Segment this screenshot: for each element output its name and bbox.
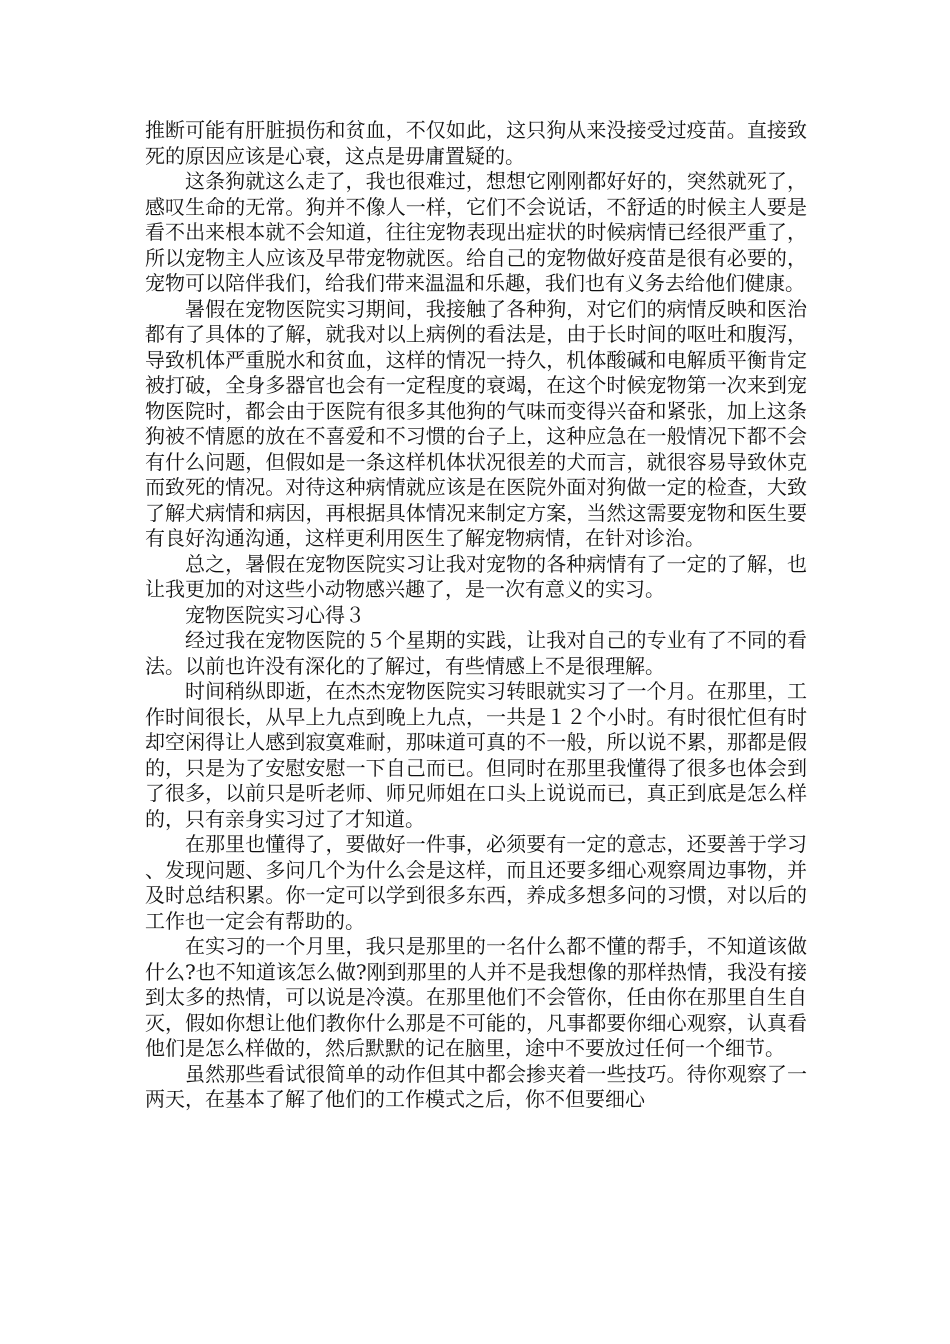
paragraph: 这条狗就这么走了，我也很难过，想想它刚刚都好好的，突然就死了，感叹生命的无常。狗并不像人一样，它们不会说话，不舒适的时候主人要是看不出来根本就不会知道，往往宠物表现出症状的时候病情已经很严重了，所以宠物主人应该及早带宠物就医。给自己的宠物做好疫苗是很有必要的，宠物可以陪伴我们，给我们带来温温和乐趣，我们也有义务去给他们健康。 — [145, 169, 807, 295]
section-heading: 宠物医院实习心得３ — [185, 602, 365, 627]
paragraph: 在实习的一个月里，我只是那里的一名什么都不懂的帮手，不知道该做什么?也不知道该怎么做?刚到那里的人并不是我想像的那样热情，我没有接到太多的热情，可以说是冷漠。在那里他们不会管你，任由你在那里自生自灭，假如你想让他们教你什么那是不可能的，凡事都要你细心观察，认真看他们是怎么样做的，然后默默的记在脑里，途中不要放过任何一个细节。 — [145, 934, 807, 1060]
paragraph: 在那里也懂得了，要做好一件事，必须要有一定的意志，还要善于学习、发现问题、多问几个为什么会是这样，而且还要多细心观察周边事物，并及时总结积累。你一定可以学到很多东西，养成多想多问的习惯，对以后的工作也一定会有帮助的。 — [145, 832, 807, 933]
paragraph: 总之，暑假在宠物医院实习让我对宠物的各种病情有了一定的了解，也让我更加的对这些小动物感兴趣了，是一次有意义的实习。 — [145, 551, 807, 601]
paragraph: 经过我在宠物医院的５个星期的实践，让我对自己的专业有了不同的看法。以前也许没有深化的了解过，有些情感上不是很理解。 — [145, 628, 807, 678]
paragraph: 虽然那些看试很简单的动作但其中都会掺夹着一些技巧。待你观察了一两天，在基本了解了他们的工作模式之后，你不但要细心 — [145, 1061, 807, 1111]
paragraph: 时间稍纵即逝，在杰杰宠物医院实习转眼就实习了一个月。在那里，工作时间很长，从早上九点到晚上九点，一共是１２个小时。有时很忙但有时却空闲得让人感到寂寞难耐，那味道可真的不一般，所以说不累，那都是假的，只是为了安慰安慰一下自己而已。但同时在那里我懂得了很多也体会到了很多，以前只是听老师、师兄师姐在口头上说说而已，真正到底是怎么样的，只有亲身实习过了才知道。 — [145, 679, 807, 831]
paragraph: 暑假在宠物医院实习期间，我接触了各种狗，对它们的病情反映和医治都有了具体的了解，就我对以上病例的看法是，由于长时间的呕吐和腹泻，导致机体严重脱水和贫血，这样的情况一持久，机体酸碱和电解质平衡肯定被打破，全身多器官也会有一定程度的衰竭，在这个时候宠物第一次来到宠物医院时，都会由于医院有很多其他狗的气味而变得兴奋和紧张，加上这条狗被不情愿的放在不喜爱和不习惯的台子上，这种应急在一般情况下都不会有什么问题，但假如是一条这样机体状况很差的犬而言，就很容易导致休克而致死的情况。对待这种病情就应该是在医院外面对狗做一定的检查，大致了解犬病情和病因，再根据具体情况来制定方案，当然这需要宠物和医生要有良好沟通沟通，这样更利用医生了解宠物病情，在针对诊治。 — [145, 296, 807, 550]
paragraph: 推断可能有肝脏损伤和贫血，不仅如此，这只狗从来没接受过疫苗。直接致死的原因应该是心衰，这点是毋庸置疑的。 — [145, 118, 807, 168]
document-page — [145, 118, 807, 1113]
